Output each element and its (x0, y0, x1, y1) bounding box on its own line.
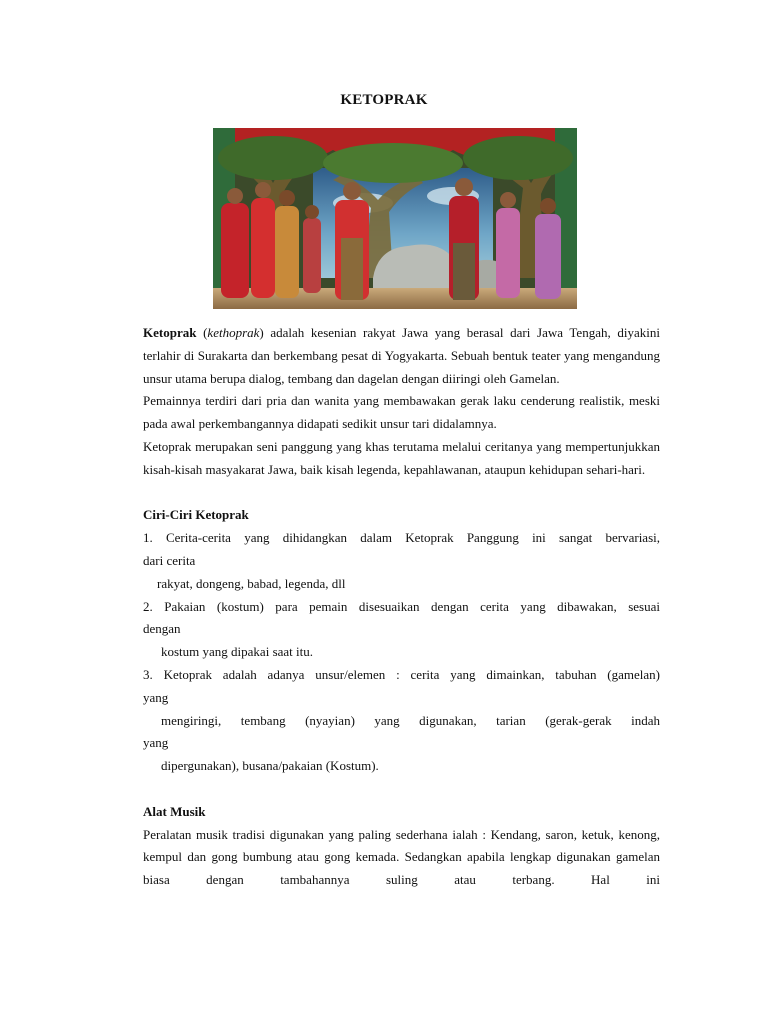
ciri-item-3-line-5: dipergunakan), busana/pakaian (Kostum). (161, 758, 379, 774)
stage-paragraph: Ketoprak merupakan seni panggung yang khas terutama melalui ceritanya yang mempertunjukkan kisah-kisah masyakarat Jawa, baik kisah legenda, kepahlawanan, ataupun kehidupan sehari-hari. (143, 438, 660, 477)
ciri-item-1-line-3: rakyat, dongeng, babad, legenda, dll (157, 575, 346, 591)
body-text (143, 322, 660, 892)
ciri-item-2-line-3: kostum yang dipakai saat itu. (161, 644, 314, 660)
page-title: KETOPRAK (340, 92, 428, 108)
ciri-item-3-line-3: mengiringi, tembang (nyayian) yang digunakan, tarian (gerak-gerak indah (161, 712, 660, 728)
ciri-item-3-line-4: yang (143, 735, 169, 751)
ketoprak-stage-photo (213, 128, 577, 309)
ciri-item-1-line-2: dari cerita (143, 552, 196, 568)
alat-paragraph: Peralatan musik tradisi digunakan yang paling sederhana ialah : Kendang, saron, ketuk, kenong, kempul dan gong bumbung atau gong kemada. Sedangkan apabila lengkap digunakan gamelan biasa dengan tambahannya suling atau terbang. Hal ini (143, 826, 660, 888)
ciri-item-2-line-1: 2. Pakaian (kostum) para pemain disesuaikan dengan cerita yang dibawakan, sesuai (143, 598, 660, 614)
ciri-item-3-line-2: yang (143, 689, 169, 705)
ciri-heading: Ciri-Ciri Ketoprak (143, 507, 249, 523)
term-ketoprak: Ketoprak (143, 325, 197, 340)
ciri-item-2-line-2: dengan (143, 621, 181, 637)
intro-paragraph-text: adalah kesenian rakyat Jawa yang berasal dari Jawa Tengah, diyakini terlahir di Surakarta dan berkembang pesat di Yogyakarta. Sebuah bentuk teater yang mengandung unsur utama berupa dialog, tembang dan dagelan dengan diiringi oleh Gamelan. (143, 325, 660, 386)
term-kethoprak: kethoprak (207, 325, 260, 340)
ciri-item-1-line-1: 1. Cerita-cerita yang dihidangkan dalam Ketoprak Panggung ini sangat bervariasi, (143, 530, 660, 546)
alat-heading: Alat Musik (143, 803, 206, 819)
ciri-item-3-line-1: 3. Ketoprak adalah adanya unsur/elemen : cerita yang dimainkan, tabuhan (gamelan) (143, 666, 660, 682)
intro-paragraph: Ketoprak (kethoprak) adalah kesenian rakyat Jawa yang berasal dari Jawa Tengah, diyakini terlahir di Surakarta dan berkembang pesat di Yogyakarta. Sebuah bentuk teater yang mengandung unsur utama berupa dialog, tembang dan dagelan dengan diiringi oleh Gamelan. (143, 325, 660, 386)
performers-paragraph: Pemainnya terdiri dari pria dan wanita yang membawakan gerak laku cenderung realistik, meski pada awal perkembangannya didapati sedikit unsur tari didalamnya. (143, 393, 660, 432)
